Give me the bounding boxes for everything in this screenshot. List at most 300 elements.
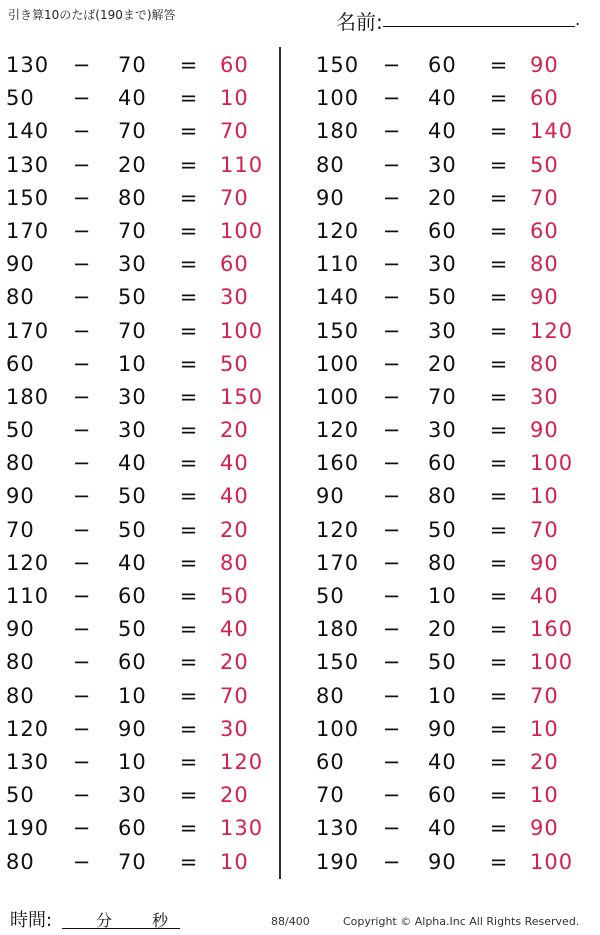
- problem-row: [310, 115, 590, 148]
- answer: 50: [220, 584, 249, 608]
- equals-sign: =: [489, 53, 509, 77]
- subtrahend: 70: [428, 384, 457, 409]
- equals-sign: =: [179, 318, 199, 343]
- problem-row: [0, 82, 280, 115]
- equals-sign: =: [489, 86, 509, 111]
- minus-sign: −: [72, 351, 92, 376]
- problem-row: [0, 812, 280, 845]
- answer: 40: [530, 584, 559, 608]
- subtrahend: 10: [428, 584, 457, 608]
- equals-sign: =: [489, 351, 509, 376]
- equals-sign: =: [489, 783, 509, 808]
- subtrahend: 80: [428, 550, 457, 575]
- subtrahend: 50: [118, 484, 147, 509]
- subtrahend: 30: [428, 152, 457, 177]
- minus-sign: −: [72, 451, 92, 476]
- minus-sign: −: [72, 152, 92, 177]
- minus-sign: −: [72, 384, 92, 409]
- problem-row: [310, 514, 590, 547]
- minus-sign: −: [72, 318, 92, 343]
- minus-sign: −: [72, 849, 92, 874]
- subtrahend: 90: [118, 716, 147, 741]
- subtrahend: 60: [118, 584, 147, 608]
- equals-sign: =: [489, 418, 509, 443]
- minuend: 170: [6, 218, 50, 243]
- problem-row: [310, 746, 590, 779]
- problem-row: [310, 381, 590, 414]
- problem-row: [0, 480, 280, 513]
- problem-row: [310, 480, 590, 513]
- minuend: 70: [316, 783, 345, 808]
- minuend: 100: [316, 384, 360, 409]
- minus-sign: −: [382, 86, 402, 111]
- subtrahend: 40: [118, 550, 147, 575]
- minus-sign: −: [382, 285, 402, 310]
- answer: 100: [220, 318, 264, 343]
- subtrahend: 50: [118, 617, 147, 642]
- problem-row: [0, 447, 280, 480]
- answer: 40: [220, 451, 249, 476]
- answer: 30: [530, 384, 559, 409]
- minus-sign: −: [72, 53, 92, 77]
- minuend: 170: [6, 318, 50, 343]
- subtrahend: 10: [118, 749, 147, 774]
- minuend: 90: [316, 185, 345, 210]
- minus-sign: −: [382, 451, 402, 476]
- problem-row: [0, 182, 280, 215]
- answer: 80: [530, 351, 559, 376]
- equals-sign: =: [489, 451, 509, 476]
- minus-sign: −: [382, 716, 402, 741]
- equals-sign: =: [179, 650, 199, 675]
- minus-sign: −: [382, 152, 402, 177]
- minus-sign: −: [382, 517, 402, 542]
- equals-sign: =: [489, 484, 509, 509]
- subtrahend: 80: [428, 484, 457, 509]
- minuend: 90: [6, 617, 35, 642]
- equals-sign: =: [489, 749, 509, 774]
- equals-sign: =: [489, 517, 509, 542]
- name-label: 名前:: [336, 10, 383, 34]
- problem-row: [310, 215, 590, 248]
- answer: 50: [530, 152, 559, 177]
- minuend: 190: [6, 816, 50, 841]
- subtrahend: 40: [428, 86, 457, 111]
- subtrahend: 60: [428, 451, 457, 476]
- name-field-line[interactable]: [383, 26, 575, 27]
- subtrahend: 70: [118, 218, 147, 243]
- minuend: 110: [6, 584, 50, 608]
- minus-sign: −: [72, 418, 92, 443]
- answer: 100: [530, 451, 574, 476]
- equals-sign: =: [489, 584, 509, 608]
- subtrahend: 30: [428, 252, 457, 277]
- equals-sign: =: [179, 86, 199, 111]
- problem-row: [0, 646, 280, 679]
- answer: 10: [530, 783, 559, 808]
- minuend: 180: [316, 617, 360, 642]
- equals-sign: =: [489, 252, 509, 277]
- subtrahend: 40: [118, 86, 147, 111]
- minus-sign: −: [72, 517, 92, 542]
- answer: 10: [220, 86, 249, 111]
- problem-row: [0, 215, 280, 248]
- minuend: 50: [6, 783, 35, 808]
- minus-sign: −: [72, 119, 92, 144]
- minus-sign: −: [72, 285, 92, 310]
- subtrahend: 60: [428, 53, 457, 77]
- subtrahend: 80: [118, 185, 147, 210]
- subtrahend: 70: [118, 119, 147, 144]
- answer: 60: [220, 252, 249, 277]
- problem-row: [0, 580, 280, 613]
- equals-sign: =: [179, 849, 199, 874]
- minuend: 130: [6, 53, 50, 77]
- problem-row: [0, 680, 280, 713]
- problem-row: [0, 514, 280, 547]
- problem-row: [0, 348, 280, 381]
- answer: 20: [530, 749, 559, 774]
- answer: 80: [220, 550, 249, 575]
- answer: 100: [530, 849, 574, 874]
- problem-row: [310, 713, 590, 746]
- minuend: 150: [6, 185, 50, 210]
- equals-sign: =: [179, 749, 199, 774]
- problem-row: [0, 149, 280, 182]
- problem-row: [310, 49, 590, 82]
- minuend: 140: [6, 119, 50, 144]
- minuend: 60: [6, 351, 35, 376]
- minuend: 120: [6, 716, 50, 741]
- minuend: 170: [316, 550, 360, 575]
- equals-sign: =: [179, 783, 199, 808]
- minuend: 180: [6, 384, 50, 409]
- page-number: 88/400: [271, 915, 310, 928]
- answer: 30: [220, 285, 249, 310]
- subtrahend: 20: [428, 185, 457, 210]
- subtrahend: 50: [428, 285, 457, 310]
- equals-sign: =: [179, 816, 199, 841]
- problem-row: [0, 315, 280, 348]
- problem-row: [0, 613, 280, 646]
- minus-sign: −: [382, 849, 402, 874]
- subtrahend: 50: [118, 517, 147, 542]
- minuend: 100: [316, 716, 360, 741]
- answer: 70: [220, 119, 249, 144]
- minus-sign: −: [382, 617, 402, 642]
- equals-sign: =: [179, 451, 199, 476]
- minuend: 150: [316, 650, 360, 675]
- answer: 20: [220, 650, 249, 675]
- answer: 150: [220, 384, 264, 409]
- seconds-label: 秒: [152, 911, 169, 930]
- equals-sign: =: [179, 683, 199, 708]
- minuend: 120: [316, 418, 360, 443]
- equals-sign: =: [179, 53, 199, 77]
- equals-sign: =: [489, 849, 509, 874]
- minuend: 80: [6, 849, 35, 874]
- subtrahend: 60: [118, 816, 147, 841]
- problem-row: [0, 746, 280, 779]
- answer: 90: [530, 816, 559, 841]
- left-problem-column: [0, 49, 280, 879]
- problem-row: [310, 248, 590, 281]
- minus-sign: −: [382, 185, 402, 210]
- subtrahend: 70: [118, 53, 147, 77]
- minuend: 130: [6, 152, 50, 177]
- problem-row: [0, 115, 280, 148]
- answer: 70: [220, 185, 249, 210]
- equals-sign: =: [489, 683, 509, 708]
- minus-sign: −: [72, 218, 92, 243]
- problem-row: [0, 248, 280, 281]
- minuend: 80: [6, 650, 35, 675]
- equals-sign: =: [179, 384, 199, 409]
- minuend: 60: [316, 749, 345, 774]
- minuend: 120: [316, 517, 360, 542]
- minuend: 120: [316, 218, 360, 243]
- subtrahend: 30: [118, 384, 147, 409]
- problem-row: [310, 348, 590, 381]
- minuend: 130: [316, 816, 360, 841]
- problem-row: [310, 182, 590, 215]
- minus-sign: −: [382, 318, 402, 343]
- problem-row: [310, 846, 590, 879]
- problem-row: [310, 315, 590, 348]
- minus-sign: −: [382, 252, 402, 277]
- subtrahend: 40: [428, 816, 457, 841]
- answer: 130: [220, 816, 264, 841]
- subtrahend: 60: [428, 218, 457, 243]
- equals-sign: =: [179, 617, 199, 642]
- minus-sign: −: [382, 550, 402, 575]
- equals-sign: =: [179, 119, 199, 144]
- answer: 100: [530, 650, 574, 675]
- problem-row: [0, 713, 280, 746]
- problem-row: [0, 846, 280, 879]
- minus-sign: −: [382, 351, 402, 376]
- minus-sign: −: [382, 816, 402, 841]
- minus-sign: −: [72, 617, 92, 642]
- minus-sign: −: [382, 418, 402, 443]
- subtrahend: 70: [118, 318, 147, 343]
- subtrahend: 60: [118, 650, 147, 675]
- minuend: 150: [316, 318, 360, 343]
- answer: 90: [530, 550, 559, 575]
- equals-sign: =: [179, 517, 199, 542]
- answer: 70: [530, 517, 559, 542]
- equals-sign: =: [179, 152, 199, 177]
- answer: 100: [220, 218, 264, 243]
- problem-row: [310, 414, 590, 447]
- minus-sign: −: [72, 484, 92, 509]
- answer: 10: [530, 484, 559, 509]
- answer: 20: [220, 517, 249, 542]
- name-end-dot: .: [575, 10, 581, 29]
- minuend: 90: [6, 484, 35, 509]
- equals-sign: =: [489, 119, 509, 144]
- problem-row: [310, 281, 590, 314]
- minus-sign: −: [382, 484, 402, 509]
- answer: 10: [530, 716, 559, 741]
- minuend: 130: [6, 749, 50, 774]
- equals-sign: =: [489, 650, 509, 675]
- equals-sign: =: [489, 617, 509, 642]
- equals-sign: =: [179, 584, 199, 608]
- equals-sign: =: [179, 218, 199, 243]
- subtrahend: 40: [428, 749, 457, 774]
- minuend: 80: [316, 152, 345, 177]
- minus-sign: −: [72, 86, 92, 111]
- subtrahend: 20: [428, 351, 457, 376]
- subtrahend: 10: [428, 683, 457, 708]
- subtrahend: 30: [428, 318, 457, 343]
- problem-row: [0, 281, 280, 314]
- minus-sign: −: [72, 650, 92, 675]
- time-label: 時間:: [10, 910, 53, 931]
- answer: 60: [530, 218, 559, 243]
- answer: 60: [220, 53, 249, 77]
- equals-sign: =: [179, 285, 199, 310]
- minus-sign: −: [72, 816, 92, 841]
- equals-sign: =: [489, 152, 509, 177]
- minus-sign: −: [72, 185, 92, 210]
- subtrahend: 50: [428, 650, 457, 675]
- answer: 70: [530, 683, 559, 708]
- answer: 120: [530, 318, 574, 343]
- minus-sign: −: [72, 584, 92, 608]
- minus-sign: −: [382, 749, 402, 774]
- answer: 10: [220, 849, 249, 874]
- subtrahend: 50: [118, 285, 147, 310]
- minus-sign: −: [382, 683, 402, 708]
- subtrahend: 60: [428, 783, 457, 808]
- answer: 70: [220, 683, 249, 708]
- answer: 50: [220, 351, 249, 376]
- minus-sign: −: [72, 716, 92, 741]
- minuend: 70: [6, 517, 35, 542]
- minuend: 160: [316, 451, 360, 476]
- answer: 20: [220, 783, 249, 808]
- minuend: 100: [316, 351, 360, 376]
- minus-sign: −: [382, 218, 402, 243]
- right-problem-column: [310, 49, 590, 879]
- subtrahend: 90: [428, 849, 457, 874]
- equals-sign: =: [489, 218, 509, 243]
- minus-sign: −: [72, 252, 92, 277]
- answer: 140: [530, 119, 574, 144]
- answer: 60: [530, 86, 559, 111]
- equals-sign: =: [179, 252, 199, 277]
- minuend: 50: [6, 418, 35, 443]
- subtrahend: 30: [118, 418, 147, 443]
- answer: 40: [220, 617, 249, 642]
- subtrahend: 90: [428, 716, 457, 741]
- problem-row: [0, 381, 280, 414]
- subtrahend: 50: [428, 517, 457, 542]
- minuend: 90: [316, 484, 345, 509]
- minuend: 120: [6, 550, 50, 575]
- minuend: 80: [6, 285, 35, 310]
- problem-row: [310, 547, 590, 580]
- equals-sign: =: [489, 285, 509, 310]
- subtrahend: 30: [118, 252, 147, 277]
- problem-row: [310, 580, 590, 613]
- problem-row: [310, 680, 590, 713]
- equals-sign: =: [179, 550, 199, 575]
- problem-row: [0, 414, 280, 447]
- subtrahend: 70: [118, 849, 147, 874]
- problem-row: [310, 82, 590, 115]
- answer: 70: [530, 185, 559, 210]
- problem-row: [310, 613, 590, 646]
- answer: 160: [530, 617, 574, 642]
- minus-sign: −: [382, 584, 402, 608]
- answer: 20: [220, 418, 249, 443]
- minuend: 110: [316, 252, 360, 277]
- minuend: 150: [316, 53, 360, 77]
- minus-sign: −: [72, 749, 92, 774]
- answer: 80: [530, 252, 559, 277]
- worksheet-title: 引き算10のたば(190まで)解答: [8, 8, 176, 22]
- subtrahend: 30: [428, 418, 457, 443]
- equals-sign: =: [179, 716, 199, 741]
- minus-sign: −: [382, 650, 402, 675]
- problem-row: [310, 646, 590, 679]
- answer: 90: [530, 53, 559, 77]
- equals-sign: =: [489, 318, 509, 343]
- equals-sign: =: [179, 185, 199, 210]
- minus-sign: −: [72, 783, 92, 808]
- minutes-label: 分: [96, 911, 113, 930]
- minus-sign: −: [382, 53, 402, 77]
- problem-row: [0, 547, 280, 580]
- problem-row: [0, 779, 280, 812]
- minuend: 80: [6, 683, 35, 708]
- problem-row: [310, 779, 590, 812]
- problem-row: [310, 149, 590, 182]
- minuend: 190: [316, 849, 360, 874]
- subtrahend: 20: [118, 152, 147, 177]
- minuend: 80: [316, 683, 345, 708]
- minuend: 50: [316, 584, 345, 608]
- subtrahend: 40: [428, 119, 457, 144]
- minus-sign: −: [72, 683, 92, 708]
- equals-sign: =: [179, 351, 199, 376]
- subtrahend: 40: [118, 451, 147, 476]
- subtrahend: 20: [428, 617, 457, 642]
- answer: 40: [220, 484, 249, 509]
- answer: 90: [530, 285, 559, 310]
- answer: 90: [530, 418, 559, 443]
- minus-sign: −: [382, 384, 402, 409]
- minuend: 80: [6, 451, 35, 476]
- equals-sign: =: [489, 716, 509, 741]
- minuend: 90: [6, 252, 35, 277]
- subtrahend: 10: [118, 683, 147, 708]
- copyright-text: Copyright © Alpha.Inc All Rights Reserved.: [343, 915, 580, 928]
- minus-sign: −: [382, 783, 402, 808]
- equals-sign: =: [489, 185, 509, 210]
- equals-sign: =: [489, 384, 509, 409]
- answer: 30: [220, 716, 249, 741]
- problem-row: [310, 812, 590, 845]
- subtrahend: 10: [118, 351, 147, 376]
- answer: 120: [220, 749, 264, 774]
- answer: 110: [220, 152, 264, 177]
- equals-sign: =: [179, 484, 199, 509]
- equals-sign: =: [489, 550, 509, 575]
